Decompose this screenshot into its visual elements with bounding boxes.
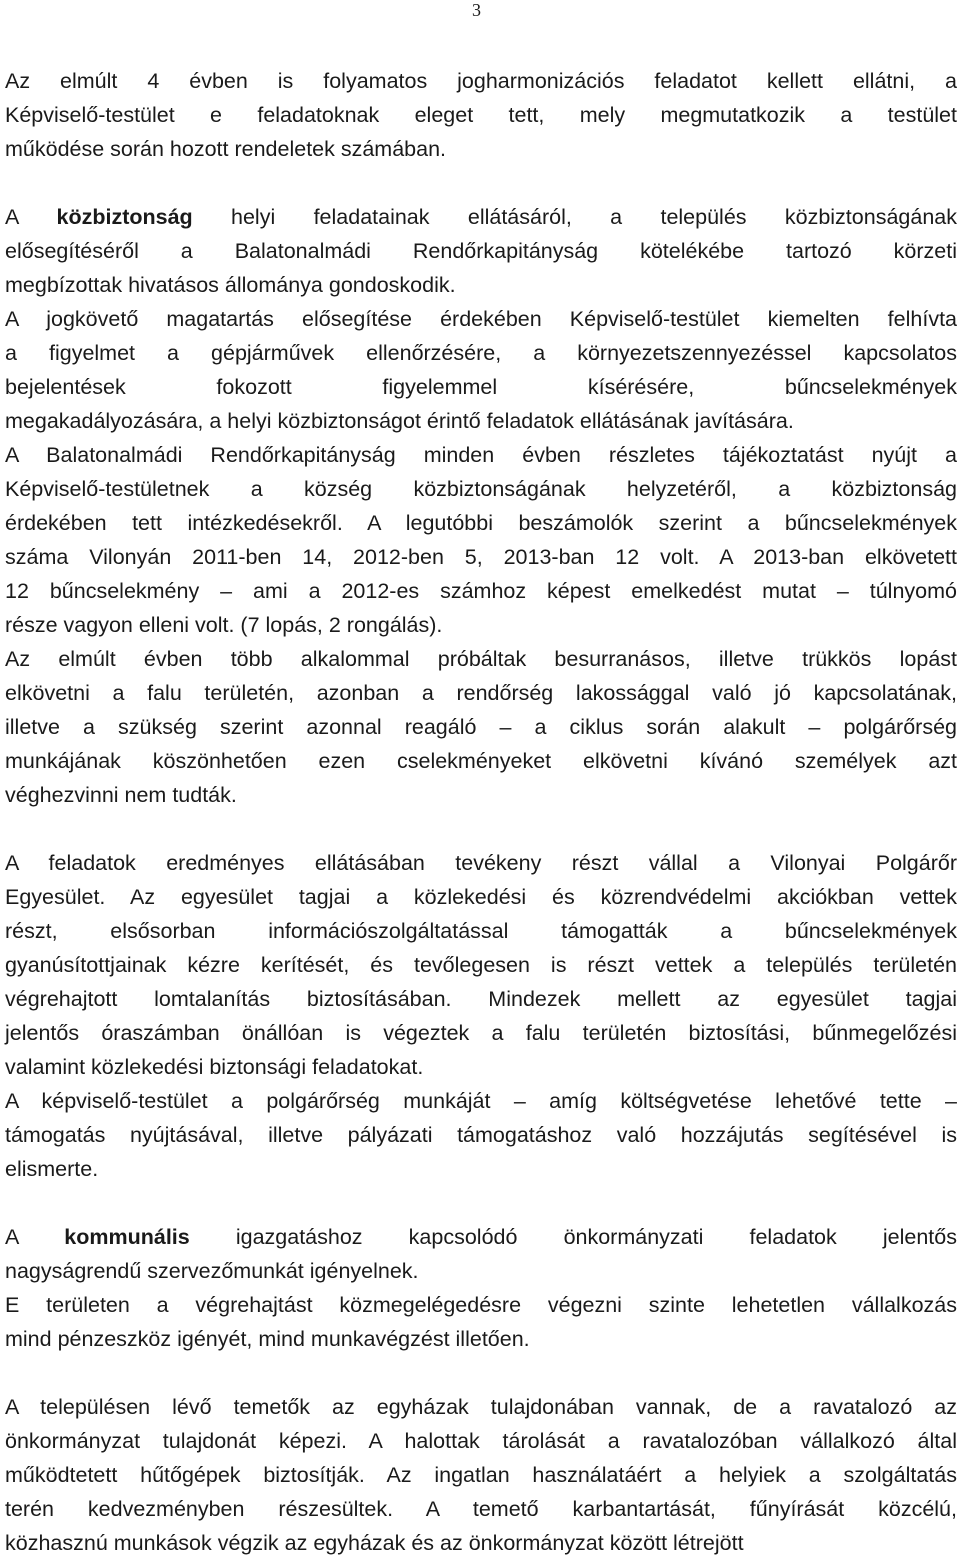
text-line: elkövetni a falu területén, azonban a rendőrség lakossággal való jó kapcsolatának, [5,681,957,705]
text-line: megbízottak hivatásos állománya gondoskodik. [5,273,456,297]
paragraph-gap [5,1356,957,1390]
paragraph-p1 [5,64,957,166]
text-line: Képviselő-testület e feladatoknak eleget tett, mely megmutatkozik a testület [5,103,957,127]
text-fragment: helyi feladatainak ellátásáról, a település közbiztonságának [192,205,957,229]
text-line: valamint közlekedési biztonsági feladatokat. [5,1055,424,1079]
paragraph-p4 [5,438,957,642]
text-line: száma Vilonyán 2011-ben 14, 2012-ben 5, 2013-ban 12 volt. A 2013-ban elkövetett [5,545,957,569]
text-line: illetve a szükség szerint azonnal reagáló – a ciklus során alakult – polgárőrség [5,715,957,739]
bold-keyword: kommunális [64,1225,190,1249]
text-line: elősegítéséről a Balatonalmádi Rendőrkapitányság kötelékébe tartozó körzeti [5,239,957,263]
text-line: A feladatok eredményes ellátásában tevékeny részt vállal a Vilonyai Polgárőr [5,851,957,875]
paragraph-p5 [5,642,957,812]
text-fragment: A [5,1225,65,1249]
text-line: nagyságrendű szervezőmunkát igényelnek. [5,1259,419,1283]
text-line: a figyelmet a gépjárművek ellenőrzésére, a környezetszennyezéssel kapcsolatos [5,341,957,365]
text-line: véghezvinni nem tudták. [5,783,237,807]
text-line: önkormányzat tulajdonát képezi. A halottak tárolását a ravatalozóban vállalkozó által [5,1429,957,1453]
text-line: bejelentések fokozott figyelemmel kísérésére, bűncselekmények [5,375,957,399]
text-line: mind pénzeszköz igényét, mind munkavégzést illetően. [5,1327,530,1351]
page-number: 3 [472,0,481,20]
paragraph-gap [5,166,957,200]
paragraph-p2 [5,200,957,302]
paragraph-gap [5,1186,957,1220]
text-line: A településen lévő temetők az egyházak tulajdonában vannak, de a ravatalozó az [5,1395,957,1419]
text-line: megakadályozására, a helyi közbiztonságot érintő feladatok ellátásának javítására. [5,409,794,433]
text-line: jelentős óraszámban önállóan is végeztek a falu területén biztosítási, bűnmegelőzési [5,1021,957,1045]
text-line: működése során hozott rendeletek számában. [5,137,447,161]
text-line: Az elmúlt 4 évben is folyamatos jogharmonizációs feladatot kellett ellátni, a [5,69,957,93]
text-line: A Balatonalmádi Rendőrkapitányság minden évben részletes tájékoztatást nyújt a [5,443,957,467]
text-line: érdekében tett intézkedésekről. A legutóbbi beszámolók szerint a bűncselekmények [5,511,957,535]
document-body [5,64,957,1560]
text-line: terén kedvezményben részesültek. A temető karbantartását, fűnyírását közcélú, [5,1497,957,1521]
text-line: közhasznú munkások végzik az egyházak és az önkormányzat között létrejött [5,1531,744,1555]
text-line: része vagyon elleni volt. (7 lopás, 2 rongálás). [5,613,443,637]
text-line [5,200,957,234]
text-line: működtetett hűtőgépek biztosítják. Az ingatlan használatáért a helyiek a szolgáltatás [5,1463,957,1487]
paragraph-p9 [5,1288,957,1356]
paragraph-p7 [5,1084,957,1186]
text-line: elismerte. [5,1157,99,1181]
text-line: A jogkövető magatartás elősegítése érdekében Képviselő-testület kiemelten felhívta [5,307,957,331]
text-line: E területen a végrehajtást közmegelégedésre végezni szinte lehetetlen vállalkozás [5,1293,957,1317]
text-line: Az elmúlt évben több alkalommal próbáltak besurranásos, illetve trükkös lopást [5,647,957,671]
text-line: A képviselő-testület a polgárőrség munkáját – amíg költségvetése lehetővé tette – [5,1089,957,1113]
paragraph-gap [5,812,957,846]
text-line [5,1220,957,1254]
text-line: gyanúsítottjainak kézre kerítését, és tevőlegesen is részt vettek a település területén [5,953,957,977]
text-line: részt, elsősorban információszolgáltatással támogatták a bűncselekmények [5,919,957,943]
text-line: 12 bűncselekmény – ami a 2012-es számhoz képest emelkedést mutat – túlnyomó [5,579,957,603]
paragraph-p8 [5,1220,957,1288]
text-line: Képviselő-testületnek a község közbiztonságának helyzetéről, a közbiztonság [5,477,957,501]
bold-keyword: közbiztonság [56,205,193,229]
text-fragment: igazgatáshoz kapcsolódó önkormányzati feladatok jelentős [189,1225,957,1249]
text-line: végrehajtott lomtalanítás biztosításában. Mindezek mellett az egyesület tagjai [5,987,957,1011]
paragraph-p3 [5,302,957,438]
paragraph-p6 [5,846,957,1084]
text-line: támogatás nyújtásával, illetve pályázati támogatáshoz való hozzájutás segítésével is [5,1123,957,1147]
text-fragment: A [5,205,57,229]
text-line: munkájának köszönhetően ezen cselekményeket elkövetni kívánó személyek azt [5,749,957,773]
text-line: Egyesület. Az egyesület tagjai a közlekedési és közrendvédelmi akciókban vettek [5,885,957,909]
